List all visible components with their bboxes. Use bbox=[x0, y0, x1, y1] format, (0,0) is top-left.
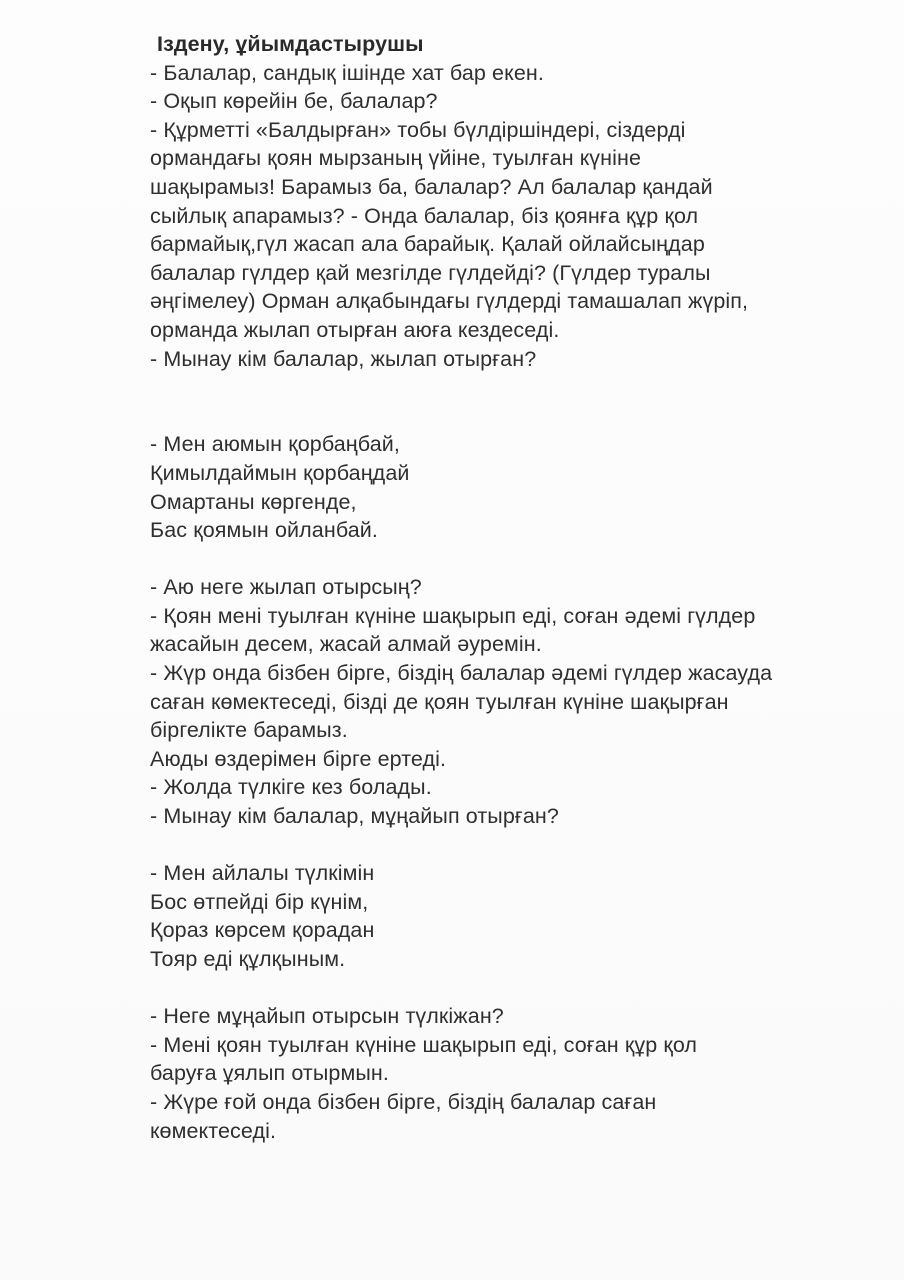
text-line: жасайын десем, жасай алмай әуремін. bbox=[150, 632, 542, 657]
text-line: орманда жылап отырған аюға кездеседі. bbox=[150, 317, 560, 342]
text-line: - Құрметті «Балдырған» тобы бүлдіршіндері, сіздерді bbox=[150, 117, 686, 142]
text-line: - Мені қоян туылған күніне шақырып еді, соған құр қол bbox=[150, 1032, 698, 1057]
text-line: көмектеседі. bbox=[150, 1118, 277, 1143]
poem-line: Қимылдаймын қорбаңдай bbox=[150, 460, 410, 485]
text-line: - Аю неге жылап отырсың? bbox=[150, 575, 422, 600]
text-line: балалар гүлдер қай мезгілде гүлдейді? (Гүлдер туралы bbox=[150, 260, 711, 285]
text-line: бармайық,гүл жасап ала барайық. Қалай ойлайсыңдар bbox=[150, 232, 705, 257]
section-heading: Іздену, ұйымдастырушы bbox=[157, 32, 424, 56]
poem-line: Бас қоямын ойланбай. bbox=[150, 518, 378, 543]
text-line: әңгімелеу) Орман алқабындағы гүлдерді тамашалап жүріп, bbox=[150, 289, 749, 314]
spacer bbox=[150, 974, 870, 1003]
text-line: - Жүр онда бізбен бірге, біздің балалар әдемі гүлдер жасауда bbox=[150, 661, 773, 686]
text-line: - Жолда түлкіге кез болады. bbox=[150, 775, 432, 800]
text-line: - Мынау кім балалар, жылап отырған? bbox=[150, 346, 537, 371]
text-line: - Мынау кім балалар, мұңайып отырған? bbox=[150, 804, 559, 829]
document-text bbox=[150, 30, 870, 1145]
text-line: - Оқып көрейін бе, балалар? bbox=[150, 89, 438, 114]
text-line: саған көмектеседі, бізді де қоян туылған күніне шақырған bbox=[150, 689, 729, 714]
text-line: ормандағы қоян мырзаның үйіне, туылған күніне bbox=[150, 146, 642, 171]
poem-line: Тояр еді құлқыным. bbox=[150, 947, 346, 971]
text-line: - Балалар, сандық ішінде хат бар екен. bbox=[150, 60, 544, 85]
poem-line: Бос өтпейді бір күнім, bbox=[150, 889, 369, 914]
poem-line: Қораз көрсем қорадан bbox=[150, 918, 375, 943]
poem-line: Омартаны көргенде, bbox=[150, 489, 357, 514]
spacer bbox=[150, 831, 870, 860]
text-line: сыйлық апарамыз? - Онда балалар, біз қоянға құр қол bbox=[150, 203, 699, 228]
poem-line: - Мен аюмын қорбаңбай, bbox=[150, 432, 400, 457]
text-line: - Жүре ғой онда бізбен бірге, біздің балалар саған bbox=[150, 1089, 657, 1114]
text-line: біргелікте барамыз. bbox=[150, 718, 348, 743]
poem-line: - Мен айлалы түлкімін bbox=[150, 861, 375, 886]
spacer bbox=[150, 545, 870, 574]
text-line: - Қоян мені туылған күніне шақырып еді, соған әдемі гүлдер bbox=[150, 603, 756, 628]
text-line: Аюды өздерімен бірге ертеді. bbox=[150, 746, 447, 771]
spacer bbox=[150, 373, 870, 430]
text-line: баруға ұялып отырмын. bbox=[150, 1061, 389, 1086]
text-line: шақырамыз! Барамыз ба, балалар? Ал балалар қандай bbox=[150, 174, 713, 199]
text-line: - Неге мұңайып отырсын түлкіжан? bbox=[150, 1004, 504, 1029]
